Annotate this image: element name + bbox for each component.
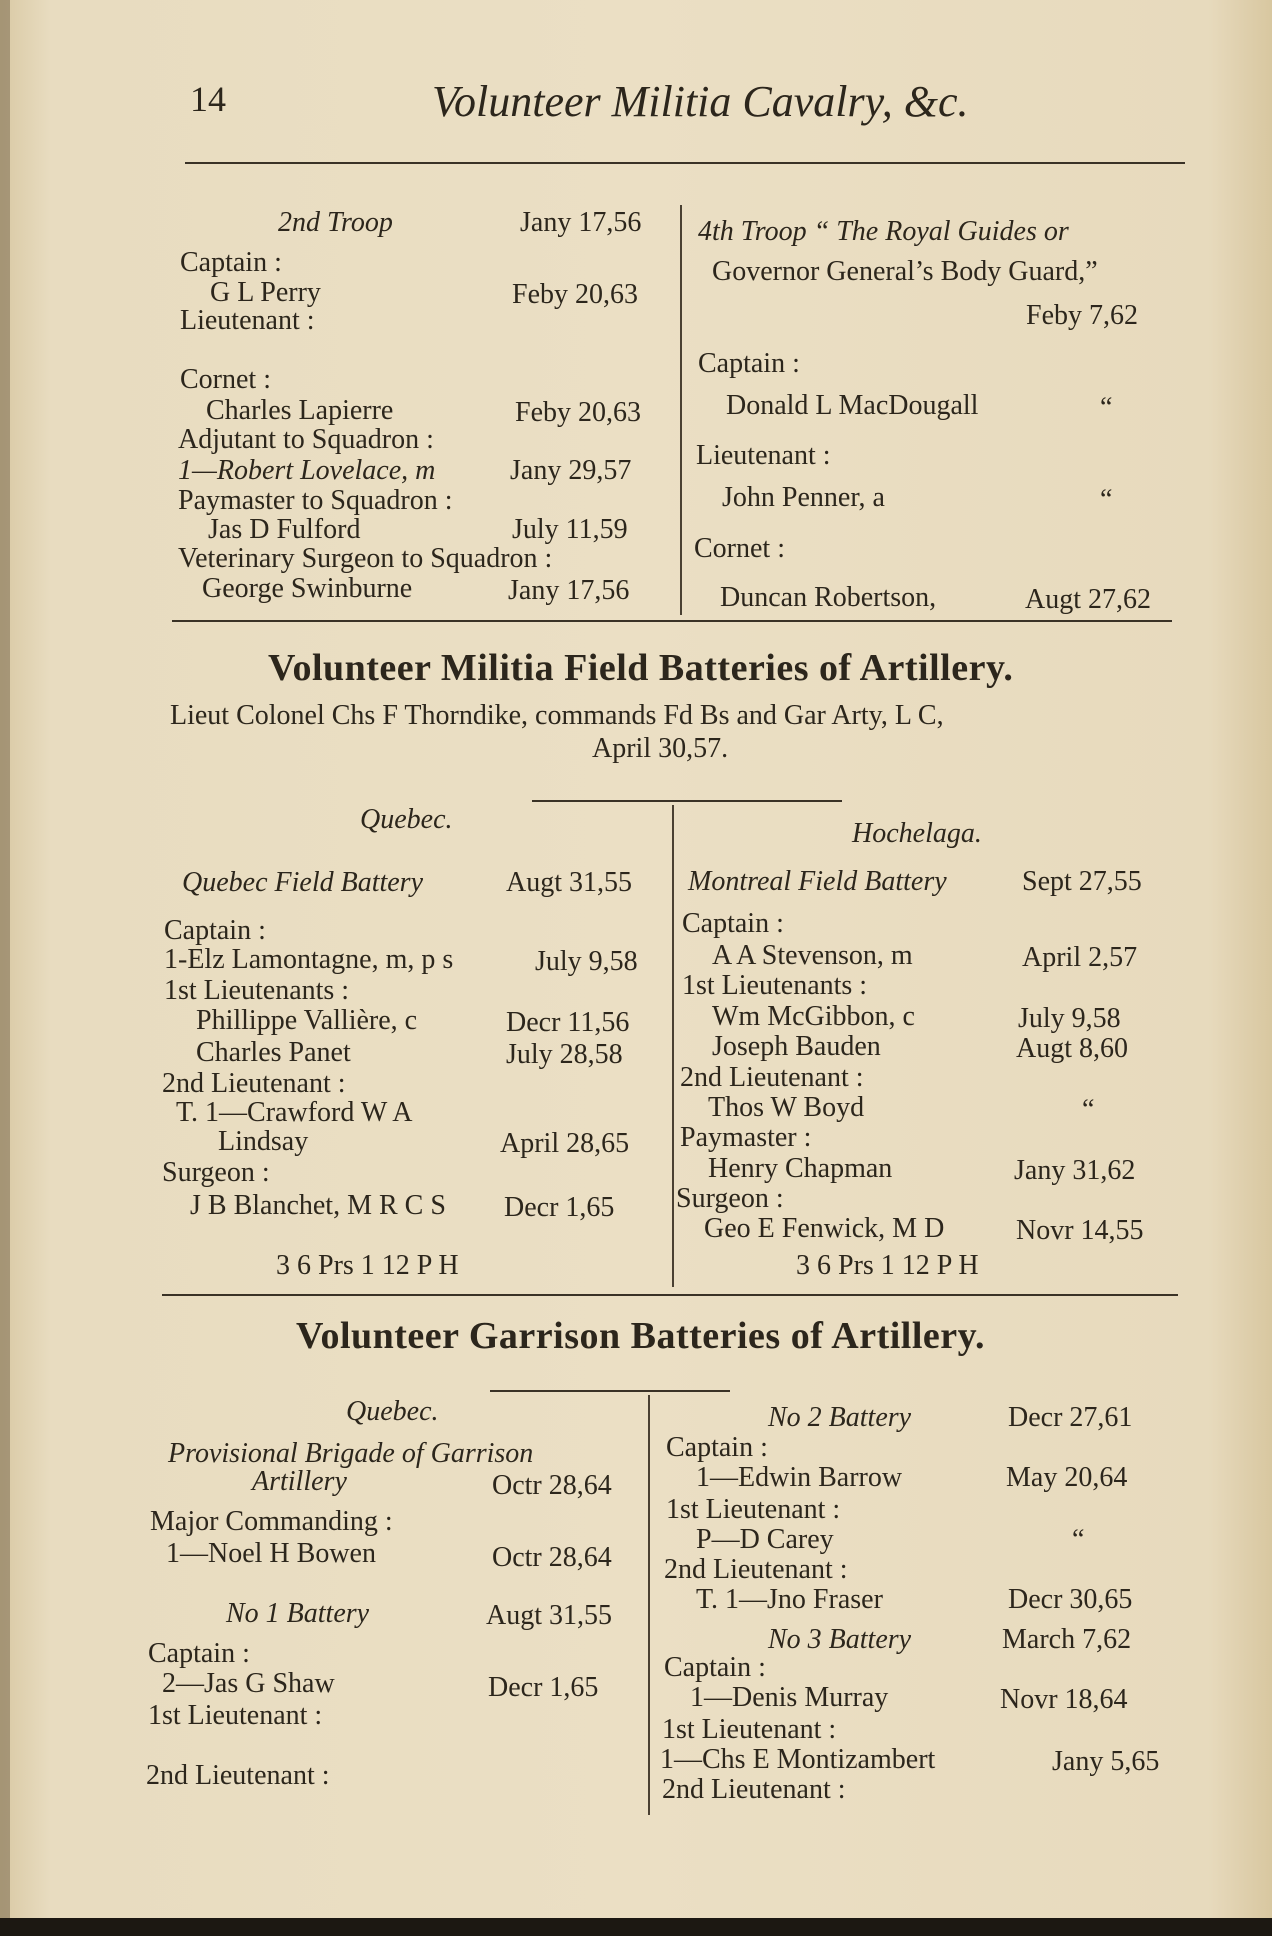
- rank-label: Captain :: [148, 1638, 250, 1669]
- commission-date: Decr 1,65: [488, 1672, 599, 1703]
- rank-label: Captain :: [698, 348, 800, 379]
- officer-name-cont: Lindsay: [218, 1126, 309, 1157]
- officer-name: Geo E Fenwick, M D: [704, 1213, 945, 1244]
- officer-name: Thos W Boyd: [708, 1092, 865, 1123]
- officer-name: 1—Edwin Barrow: [696, 1462, 903, 1493]
- rank-label: Paymaster :: [680, 1122, 812, 1153]
- cavalry-column-divider: [680, 205, 682, 615]
- rank-label: Cornet :: [694, 533, 785, 564]
- brigade-name: Provisional Brigade of Garrison: [168, 1438, 534, 1469]
- rank-label: 2nd Lieutenant :: [146, 1760, 330, 1791]
- commission-date: May 20,64: [1006, 1462, 1128, 1493]
- officer-name: Henry Chapman: [708, 1153, 893, 1184]
- rank-label: Veterinary Surgeon to Squadron :: [178, 543, 553, 574]
- commission-date: Feby 20,63: [512, 279, 638, 310]
- officer-name: Jas D Fulford: [208, 514, 361, 545]
- officer-name: 1—Denis Murray: [690, 1682, 889, 1713]
- battery-name: No 3 Battery: [768, 1624, 912, 1655]
- garrison-batteries-heading: Volunteer Garrison Batteries of Artillery.: [296, 1315, 986, 1357]
- officer-name: 2—Jas G Shaw: [162, 1668, 335, 1699]
- armament: 3 6 Prs 1 12 P H: [276, 1250, 459, 1281]
- rank-label: 2nd Lieutenant :: [664, 1554, 848, 1585]
- commission-date: Decr 11,56: [506, 1007, 630, 1038]
- troop-4-title: 4th Troop “ The Royal Guides or: [698, 216, 1069, 247]
- commission-date: Novr 14,55: [1016, 1215, 1144, 1246]
- short-rule: [532, 800, 842, 802]
- commission-date: Feby 20,63: [515, 397, 641, 428]
- rank-label: Paymaster to Squadron :: [178, 485, 453, 516]
- commission-date: Octr 28,64: [492, 1542, 612, 1573]
- field-intro: Lieut Colonel Chs F Thorndike, commands Fd Bs and Gar Arty, L C,: [170, 700, 944, 731]
- commission-date: Augt 8,60: [1016, 1033, 1128, 1064]
- troop-4-title-cont: Governor General’s Body Guard,”: [712, 256, 1098, 287]
- troop-2-title: 2nd Troop: [278, 207, 393, 238]
- garrison-column-divider: [648, 1395, 650, 1815]
- field-column-divider: [672, 805, 674, 1287]
- rank-label: Cornet :: [180, 364, 271, 395]
- battery-name: No 2 Battery: [768, 1402, 912, 1433]
- section-rule: [172, 620, 1172, 622]
- rank-label: Adjutant to Squadron :: [178, 424, 434, 455]
- page-edge-left: [0, 0, 10, 1936]
- battery-name: Quebec Field Battery: [182, 867, 424, 898]
- section-rule: [162, 1294, 1178, 1296]
- commission-date: July 9,58: [535, 946, 638, 977]
- commission-date: Jany 29,57: [510, 455, 632, 486]
- rank-label: 2nd Lieutenant :: [680, 1062, 864, 1093]
- officer-name: 1—Noel H Bowen: [166, 1538, 376, 1569]
- commission-date: Jany 31,62: [1014, 1155, 1136, 1186]
- battery-date: March 7,62: [1002, 1624, 1132, 1655]
- officer-name: Duncan Robertson,: [720, 582, 937, 613]
- officer-name: 1-Elz Lamontagne, m, p s: [164, 944, 454, 975]
- ditto-mark: “: [1100, 484, 1113, 515]
- officer-name: Donald L MacDougall: [726, 390, 979, 421]
- rank-label: Surgeon :: [676, 1183, 784, 1214]
- battery-name: Montreal Field Battery: [688, 866, 947, 897]
- rank-label: Captain :: [664, 1652, 766, 1683]
- battery-date: Sept 27,55: [1022, 866, 1142, 897]
- field-intro-date: April 30,57.: [592, 733, 729, 764]
- commission-date: Jany 17,56: [508, 575, 630, 606]
- officer-name: Phillippe Vallière, c: [196, 1005, 418, 1036]
- rank-label: Captain :: [666, 1432, 768, 1463]
- commission-date: Augt 27,62: [1025, 584, 1151, 615]
- rank-label: Surgeon :: [162, 1157, 270, 1188]
- commission-date: Jany 5,65: [1052, 1746, 1160, 1777]
- rank-label: Captain :: [164, 915, 266, 946]
- brigade-name-cont: Artillery: [252, 1466, 347, 1497]
- commission-date: Decr 30,65: [1008, 1584, 1133, 1615]
- field-batteries-heading: Volunteer Militia Field Batteries of Artillery.: [268, 647, 1014, 689]
- troop-2-date: Jany 17,56: [520, 207, 642, 238]
- officer-name: J B Blanchet, M R C S: [190, 1190, 446, 1221]
- rank-label: 2nd Lieutenant :: [662, 1774, 846, 1805]
- battery-name: No 1 Battery: [226, 1598, 370, 1629]
- officer-name: Charles Lapierre: [206, 395, 394, 426]
- officer-name: George Swinburne: [202, 573, 413, 604]
- rank-label: Lieutenant :: [180, 305, 315, 336]
- troop-4-date: Feby 7,62: [1026, 300, 1138, 331]
- rank-label: 1st Lieutenant :: [662, 1714, 837, 1745]
- rank-label: Major Commanding :: [150, 1506, 393, 1537]
- battery-date: Augt 31,55: [506, 867, 632, 898]
- brigade-date: Octr 28,64: [492, 1470, 612, 1501]
- commission-date: July 11,59: [512, 514, 628, 545]
- rank-label: 2nd Lieutenant :: [162, 1068, 346, 1099]
- ditto-mark: “: [1082, 1094, 1095, 1125]
- battery-date: Decr 27,61: [1008, 1402, 1133, 1433]
- ditto-mark: “: [1100, 392, 1113, 423]
- ditto-mark: “: [1072, 1524, 1085, 1555]
- officer-name: G L Perry: [210, 277, 321, 308]
- rank-label: 1st Lieutenants :: [682, 970, 868, 1001]
- rank-label: 1st Lieutenant :: [148, 1700, 323, 1731]
- battery-date: Augt 31,55: [486, 1600, 612, 1631]
- rank-label: 1st Lieutenants :: [164, 975, 350, 1006]
- officer-name: Wm McGibbon, c: [712, 1001, 915, 1032]
- commission-date: July 9,58: [1018, 1003, 1121, 1034]
- officer-name: Charles Panet: [196, 1037, 351, 1068]
- commission-date: July 28,58: [506, 1039, 623, 1070]
- officer-name: John Penner, a: [722, 482, 885, 513]
- rank-label: Lieutenant :: [696, 440, 831, 471]
- rank-label: 1st Lieutenant :: [666, 1494, 841, 1525]
- officer-name: Joseph Bauden: [712, 1031, 881, 1062]
- district-name: Quebec.: [360, 804, 453, 835]
- officer-name: T. 1—Jno Fraser: [696, 1584, 883, 1615]
- running-title: Volunteer Militia Cavalry, &c.: [432, 77, 969, 126]
- commission-date: April 2,57: [1022, 942, 1138, 973]
- armament: 3 6 Prs 1 12 P H: [796, 1250, 979, 1281]
- page-edge-bottom: [0, 1918, 1272, 1936]
- page-number: 14: [190, 79, 226, 119]
- header-rule: [185, 162, 1185, 164]
- commission-date: Novr 18,64: [1000, 1684, 1128, 1715]
- district-name: Quebec.: [346, 1396, 439, 1427]
- officer-name: T. 1—Crawford W A: [176, 1097, 413, 1128]
- rank-label: Captain :: [682, 908, 784, 939]
- district-name: Hochelaga.: [852, 818, 982, 849]
- commission-date: April 28,65: [500, 1128, 630, 1159]
- short-rule: [490, 1390, 730, 1392]
- officer-name: P—D Carey: [696, 1524, 834, 1555]
- officer-name: A A Stevenson, m: [712, 940, 913, 971]
- officer-name: 1—Robert Lovelace, m: [178, 455, 436, 486]
- officer-name: 1—Chs E Montizambert: [660, 1744, 936, 1775]
- rank-label: Captain :: [180, 247, 282, 278]
- commission-date: Decr 1,65: [504, 1192, 615, 1223]
